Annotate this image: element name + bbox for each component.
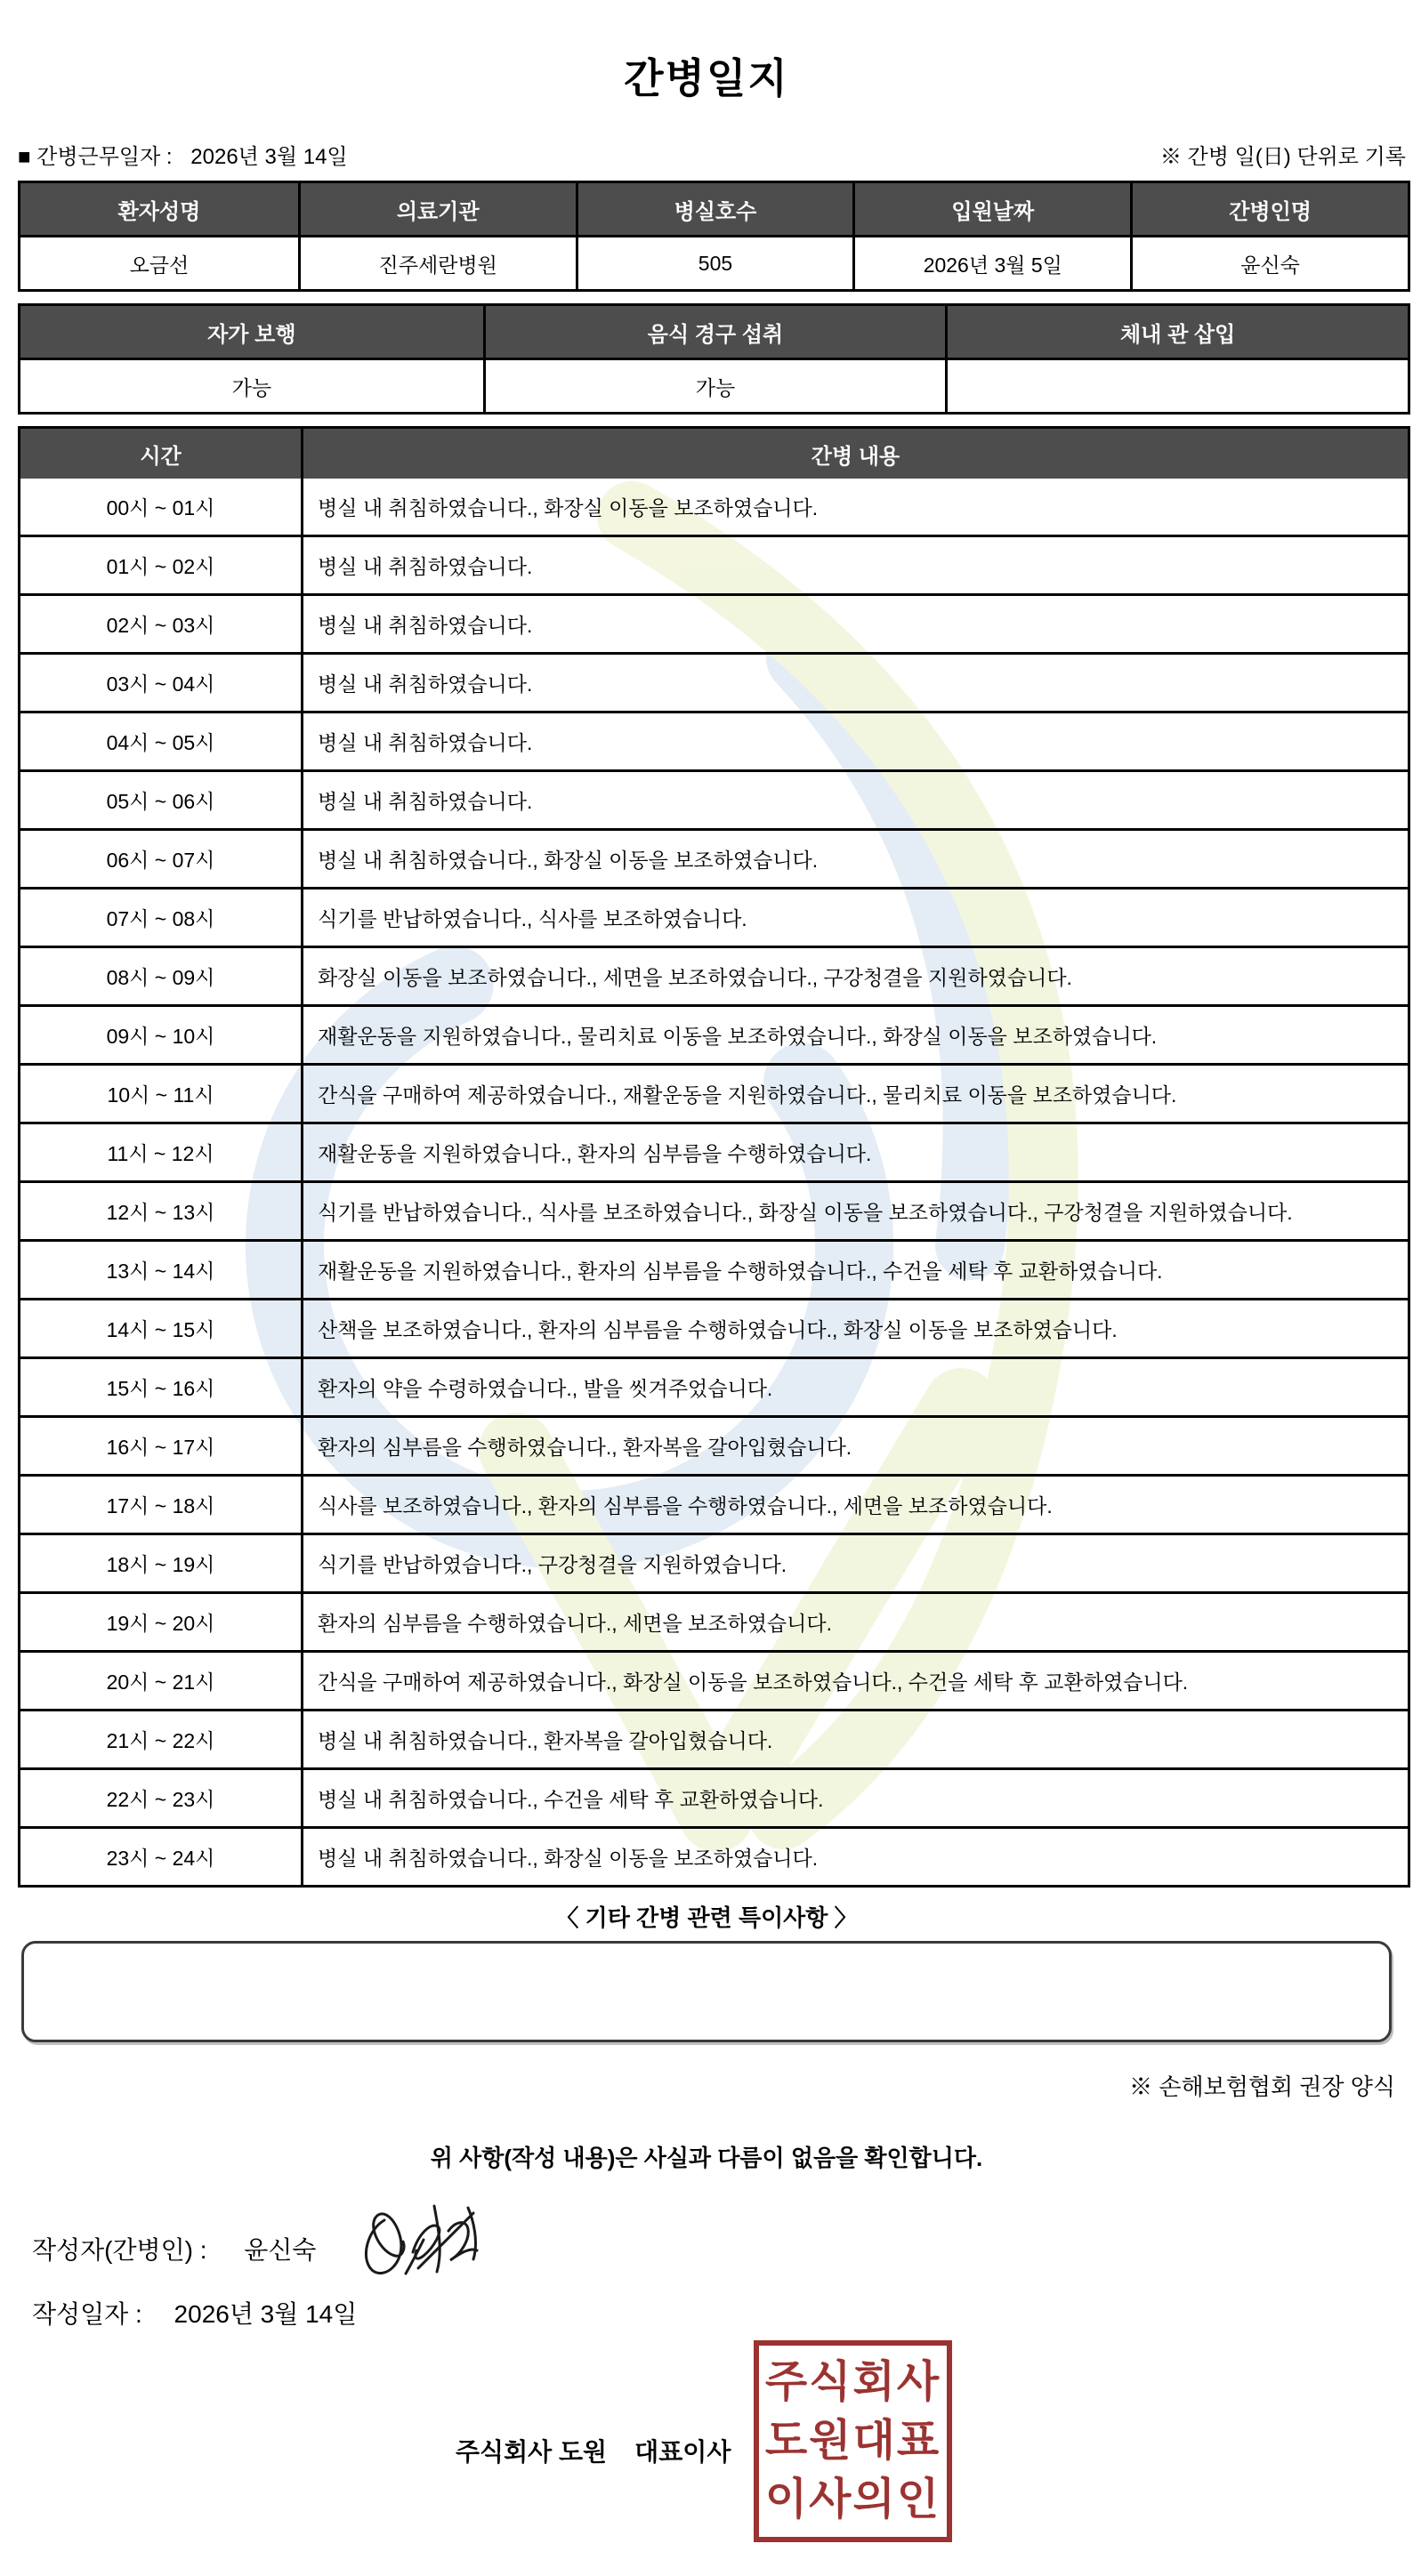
confirmation-statement: 위 사항(작성 내용)은 사실과 다름이 없음을 확인합니다. <box>430 2145 983 2171</box>
care-row-content: 병실 내 취침하였습니다. <box>301 537 1408 593</box>
care-header-time: 시간 <box>20 429 301 479</box>
care-row-time: 16시 ~ 17시 <box>106 1436 215 1459</box>
status-value-cell: 가능 <box>483 360 946 412</box>
care-row-time: 14시 ~ 15시 <box>106 1318 215 1341</box>
meta-row <box>18 139 1406 170</box>
patient-header-cell: 간병인명 <box>1130 183 1408 235</box>
care-work-date-label: ■ 간병근무일자 : <box>18 145 173 169</box>
care-work-date <box>18 139 348 170</box>
form-standard-note: ※ 손해보험협회 권장 양식 <box>1129 2073 1395 2100</box>
table-row <box>20 1415 1408 1474</box>
care-row-content: 병실 내 취침하였습니다. <box>301 596 1408 652</box>
care-table-body <box>20 479 1408 1885</box>
patient-header-cell: 입원날짜 <box>852 183 1130 235</box>
writer-name: 윤신숙 <box>244 2236 317 2264</box>
table-row <box>20 1826 1408 1885</box>
notes-heading: 〈 기타 간병 관련 특이사항 〉 <box>555 1904 858 1931</box>
care-row-content: 간식을 구매하여 제공하였습니다., 화장실 이동을 보조하였습니다., 수건을 세탁 후 교환하였습니다. <box>301 1653 1408 1709</box>
care-row-time: 03시 ~ 04시 <box>106 672 215 696</box>
care-row-content: 병실 내 취침하였습니다., 환자복을 갈아입혔습니다. <box>301 1711 1408 1767</box>
patient-value-cell: 오금선 <box>129 253 190 277</box>
table-row <box>20 1298 1408 1356</box>
care-row-time: 07시 ~ 08시 <box>106 907 215 930</box>
writer-label: 작성자(간병인) : <box>32 2236 207 2264</box>
stamp-line: 도원대표 <box>764 2417 941 2465</box>
patient-value-cell: 2026년 3월 5일 <box>852 237 1130 289</box>
care-row-time: 12시 ~ 13시 <box>106 1201 215 1224</box>
care-row-content: 환자의 약을 수령하였습니다., 발을 씻겨주었습니다. <box>301 1359 1408 1415</box>
status-value-cell <box>945 360 1408 412</box>
care-row-time: 11시 ~ 12시 <box>107 1142 214 1165</box>
care-row-content: 병실 내 취침하였습니다., 수건을 세탁 후 교환하였습니다. <box>301 1770 1408 1826</box>
patient-header-cell: 병실호수 <box>576 183 853 235</box>
patient-value-cell: 505 <box>576 237 853 289</box>
care-table-header-row <box>20 429 1408 479</box>
table-row <box>20 1180 1408 1239</box>
care-row-time: 05시 ~ 06시 <box>106 790 215 813</box>
written-date-value: 2026년 3월 14일 <box>174 2300 358 2328</box>
status-header-cell: 자가 보행 <box>20 306 483 358</box>
table-row <box>20 479 1408 535</box>
care-row-time: 06시 ~ 07시 <box>106 849 215 872</box>
handwritten-signature <box>354 2195 510 2289</box>
table-row <box>20 711 1408 769</box>
patient-table-header-row <box>20 183 1408 235</box>
care-row-content: 재활운동을 지원하였습니다., 환자의 심부름을 수행하였습니다., 수건을 세탁 후 교환하였습니다. <box>301 1242 1408 1298</box>
table-row <box>20 593 1408 652</box>
care-row-time: 01시 ~ 02시 <box>106 555 215 578</box>
care-row-content: 환자의 심부름을 수행하였습니다., 환자복을 갈아입혔습니다. <box>301 1418 1408 1474</box>
patient-info-table <box>18 181 1410 292</box>
care-row-time: 18시 ~ 19시 <box>106 1553 215 1576</box>
table-row <box>20 769 1408 828</box>
company-title-line: 주식회사 도원 대표이사 <box>456 2438 731 2466</box>
status-header-cell: 음식 경구 섭취 <box>483 306 946 358</box>
table-row <box>20 1122 1408 1180</box>
care-row-time: 21시 ~ 22시 <box>106 1729 215 1752</box>
care-row-time: 17시 ~ 18시 <box>106 1494 215 1517</box>
care-row-content: 식기를 반납하였습니다., 식사를 보조하였습니다., 화장실 이동을 보조하였습니다., 구강청결을 지원하였습니다. <box>301 1183 1408 1239</box>
page-title: 간병일지 <box>624 55 789 101</box>
care-row-content: 식기를 반납하였습니다., 식사를 보조하였습니다. <box>301 890 1408 946</box>
care-row-content: 병실 내 취침하였습니다., 화장실 이동을 보조하였습니다. <box>301 1829 1408 1885</box>
stamp-line: 주식회사 <box>764 2358 941 2406</box>
care-row-content: 산책을 보조하였습니다., 환자의 심부름을 수행하였습니다., 화장실 이동을 보조하였습니다. <box>301 1300 1408 1356</box>
table-row <box>20 828 1408 887</box>
table-row <box>20 1239 1408 1298</box>
hourly-care-table <box>18 426 1410 1888</box>
table-row <box>20 1650 1408 1709</box>
care-row-content: 식사를 보조하였습니다., 환자의 심부름을 수행하였습니다., 세면을 보조하였습니다. <box>301 1477 1408 1533</box>
care-row-content: 식기를 반납하였습니다., 구강청결을 지원하였습니다. <box>301 1535 1408 1591</box>
patient-status-table <box>18 303 1410 415</box>
care-row-time: 04시 ~ 05시 <box>106 731 215 754</box>
status-header-cell: 체내 관 삽입 <box>945 306 1408 358</box>
care-row-time: 13시 ~ 14시 <box>106 1260 215 1283</box>
care-row-content: 병실 내 취침하였습니다. <box>301 772 1408 828</box>
care-row-content: 화장실 이동을 보조하였습니다., 세면을 보조하였습니다., 구강청결을 지원하였습니다. <box>301 948 1408 1004</box>
status-table-header-row <box>20 306 1408 358</box>
care-row-content: 재활운동을 지원하였습니다., 환자의 심부름을 수행하였습니다. <box>301 1124 1408 1180</box>
table-row <box>20 1474 1408 1533</box>
table-row <box>20 1709 1408 1767</box>
care-row-content: 병실 내 취침하였습니다., 화장실 이동을 보조하였습니다. <box>301 479 1408 535</box>
patient-header-cell: 환자성명 <box>20 183 298 235</box>
patient-value-cell: 윤신숙 <box>1130 237 1408 289</box>
table-row <box>20 1004 1408 1063</box>
care-row-content: 병실 내 취침하였습니다., 화장실 이동을 보조하였습니다. <box>301 831 1408 887</box>
care-header-content: 간병 내용 <box>301 429 1408 479</box>
table-row <box>20 1063 1408 1122</box>
daily-unit-note: ※ 간병 일(日) 단위로 기록 <box>1159 145 1406 169</box>
table-row <box>20 652 1408 711</box>
care-row-content: 간식을 구매하여 제공하였습니다., 재활운동을 지원하였습니다., 물리치료 이동을 보조하였습니다. <box>301 1066 1408 1122</box>
table-row <box>20 946 1408 1004</box>
care-work-date-value: 2026년 3월 14일 <box>190 145 348 169</box>
table-row <box>20 535 1408 593</box>
table-row <box>20 1767 1408 1826</box>
corporate-seal-stamp <box>754 2340 952 2542</box>
stamp-line: 이사의인 <box>764 2475 941 2524</box>
table-row <box>20 1533 1408 1591</box>
care-row-time: 00시 ~ 01시 <box>106 496 215 519</box>
care-row-time: 20시 ~ 21시 <box>106 1670 215 1694</box>
table-row <box>20 887 1408 946</box>
care-row-content: 병실 내 취침하였습니다. <box>301 655 1408 711</box>
status-value-cell: 가능 <box>231 375 272 399</box>
writer-row <box>32 2231 316 2266</box>
care-row-time: 23시 ~ 24시 <box>106 1847 215 1870</box>
notes-input-box <box>21 1941 1392 2042</box>
care-row-time: 09시 ~ 10시 <box>106 1025 215 1048</box>
patient-table-value-row <box>20 235 1408 289</box>
care-row-content: 환자의 심부름을 수행하였습니다., 세면을 보조하였습니다. <box>301 1594 1408 1650</box>
patient-value-cell: 진주세란병원 <box>298 237 576 289</box>
written-date-row <box>32 2295 357 2330</box>
table-row <box>20 1356 1408 1415</box>
care-row-time: 02시 ~ 03시 <box>106 614 215 637</box>
written-date-label: 작성일자 : <box>32 2300 142 2328</box>
care-row-time: 22시 ~ 23시 <box>106 1788 215 1811</box>
care-row-time: 08시 ~ 09시 <box>106 966 215 989</box>
patient-header-cell: 의료기관 <box>298 183 576 235</box>
care-row-time: 15시 ~ 16시 <box>106 1377 215 1400</box>
status-table-value-row <box>20 358 1408 412</box>
care-row-time: 10시 ~ 11시 <box>107 1083 214 1107</box>
care-row-content: 재활운동을 지원하였습니다., 물리치료 이동을 보조하였습니다., 화장실 이동을 보조하였습니다. <box>301 1007 1408 1063</box>
table-row <box>20 1591 1408 1650</box>
care-row-content: 병실 내 취침하였습니다. <box>301 713 1408 769</box>
care-row-time: 19시 ~ 20시 <box>106 1612 215 1635</box>
